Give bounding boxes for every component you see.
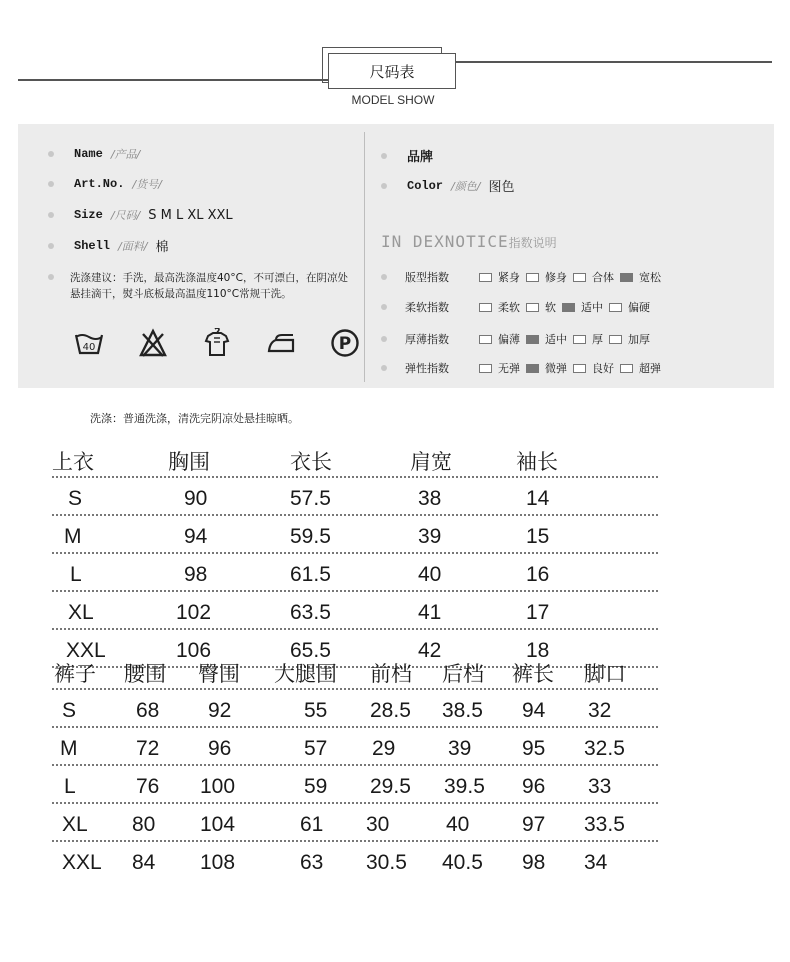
index-option: 紧身 (479, 269, 520, 285)
table-cell: 40.5 (442, 851, 483, 874)
header-cell: 裤长 (512, 663, 554, 686)
table-cell: 33.5 (584, 813, 625, 836)
bullet-icon (48, 243, 54, 249)
table-cell: 57 (304, 737, 328, 760)
index-row-softness (381, 299, 656, 315)
table-cell: 29 (372, 737, 396, 760)
dry-clean-letter: P (338, 334, 352, 354)
table-cell: 30 (366, 813, 390, 836)
table-cell: 104 (200, 813, 236, 836)
table-row (52, 728, 658, 766)
checkbox-icon (573, 364, 586, 373)
table-cell: 15 (526, 525, 550, 548)
table-cell: 17 (526, 601, 550, 624)
table-cell: 76 (136, 775, 160, 798)
table-cell: 68 (136, 699, 160, 722)
page-subtitle: MODEL SHOW (351, 93, 435, 107)
table-cell: 98 (184, 563, 208, 586)
table-cell: 39 (448, 737, 472, 760)
table-cell: 94 (522, 699, 546, 722)
table-cell: 34 (584, 851, 608, 874)
checkbox-icon (609, 303, 622, 312)
checkbox-icon (620, 364, 633, 373)
header-cell: 袖长 (516, 451, 558, 474)
index-option: 加厚 (609, 331, 650, 347)
index-option: 偏硬 (609, 299, 650, 315)
table-cell: L (70, 563, 82, 586)
info-name-sub: /产品/ (110, 148, 141, 161)
index-option: 超弹 (620, 360, 661, 376)
table-cell: 33 (588, 775, 612, 798)
bullet-icon (48, 181, 54, 187)
info-size-label: Size (74, 208, 103, 222)
checkbox-icon (609, 335, 622, 344)
header-cell: 肩宽 (410, 451, 452, 474)
checkbox-icon (526, 273, 539, 282)
pants-size-table (52, 652, 658, 878)
table-cell: 38.5 (442, 699, 483, 722)
table-cell: 59.5 (290, 525, 331, 548)
checkbox-icon (573, 273, 586, 282)
table-cell: XXL (62, 851, 102, 874)
table-cell: 32 (588, 699, 612, 722)
bullet-icon (381, 274, 387, 280)
header-cell: 前档 (370, 663, 412, 686)
index-option: 无弹 (479, 360, 520, 376)
table-cell: 96 (522, 775, 546, 798)
info-size-sub: /尺码/ (110, 209, 141, 222)
table-cell: 16 (526, 563, 550, 586)
info-name-label: Name (74, 147, 103, 161)
index-row-fit (381, 269, 667, 285)
bullet-icon (48, 151, 54, 157)
info-color-label: Color (407, 178, 444, 193)
index-row-elasticity (381, 360, 667, 376)
table-cell: 72 (136, 737, 160, 760)
header-cell: 裤子 (54, 663, 96, 686)
header-rule-left (18, 79, 328, 81)
index-name: 版型指数 (405, 271, 449, 284)
header-cell: 上衣 (52, 451, 94, 474)
table-cell: 30.5 (366, 851, 407, 874)
checkbox-checked-icon (562, 303, 575, 312)
table-row (52, 766, 658, 804)
index-option: 偏薄 (479, 331, 520, 347)
hang-dry-icon (202, 326, 266, 360)
table-cell: 65.5 (290, 639, 331, 662)
product-info-panel (18, 124, 774, 388)
info-name-row (48, 146, 148, 162)
info-size-row (48, 207, 233, 223)
table-header-row (52, 440, 658, 478)
table-cell: XL (68, 601, 94, 624)
info-color-value: 图色 (488, 180, 515, 195)
table-cell: 95 (522, 737, 546, 760)
bullet-icon (48, 274, 54, 280)
table-cell: 106 (176, 639, 212, 662)
table-cell: 28.5 (370, 699, 411, 722)
bullet-icon (381, 365, 387, 371)
table-cell: 41 (418, 601, 442, 624)
table-row (52, 516, 658, 554)
table-cell: 32.5 (584, 737, 625, 760)
table-cell: 40 (418, 563, 442, 586)
table-cell: 63.5 (290, 601, 331, 624)
info-size-value: S M L XL XXL (148, 207, 233, 223)
iron-icon (266, 326, 330, 360)
table-row (52, 554, 658, 592)
table-cell: 55 (304, 699, 328, 722)
checkbox-checked-icon (620, 273, 633, 282)
bullet-icon (381, 304, 387, 310)
bullet-icon (381, 336, 387, 342)
table-cell: XXL (66, 639, 106, 662)
table-cell: 63 (300, 851, 324, 874)
index-notice-title-small: 指数说明 (508, 236, 557, 250)
info-shell-label: Shell (74, 238, 111, 253)
table-row (52, 690, 658, 728)
table-cell: 40 (446, 813, 470, 836)
table-cell: 108 (200, 851, 236, 874)
table-cell: 61.5 (290, 563, 331, 586)
checkbox-icon (479, 303, 492, 312)
table-cell: 61 (300, 813, 324, 836)
page-title: 尺码表 (328, 53, 456, 89)
info-art-sub: /货号/ (132, 178, 162, 191)
checkbox-icon (479, 335, 492, 344)
header-cell: 脚口 (584, 663, 626, 686)
table-cell: 90 (184, 487, 208, 510)
index-option: 微弹 (526, 360, 567, 376)
index-option: 柔软 (479, 299, 520, 315)
wash-40-text: 40 (82, 342, 96, 353)
info-art-row (48, 176, 170, 192)
table-row (52, 804, 658, 842)
checkbox-icon (479, 273, 492, 282)
washing-advice (48, 270, 348, 302)
index-notice-title-main: IN DEXNOTICE (381, 232, 509, 251)
checkbox-icon (526, 303, 539, 312)
table-cell: 14 (526, 487, 550, 510)
table-header-row (52, 652, 658, 690)
info-brand-label: 品牌 (407, 150, 434, 165)
table-cell: XL (62, 813, 88, 836)
table-cell: M (60, 737, 78, 760)
care-icons (74, 326, 394, 360)
table-cell: 94 (184, 525, 208, 548)
table-cell: 100 (200, 775, 236, 798)
table-cell: 92 (208, 699, 232, 722)
header-cell: 衣长 (290, 451, 332, 474)
washing-advice-text: 洗涤建议：手洗，最高洗涤温度40°C，不可漂白，在阴凉处悬挂滴干，熨斗底板最高温度110°C常规干洗。 (70, 272, 348, 300)
bullet-icon (48, 212, 54, 218)
header-cell: 腰围 (124, 663, 166, 686)
table-cell: 18 (526, 639, 550, 662)
info-color-sub: /颜色/ (451, 179, 481, 193)
table-cell: 96 (208, 737, 232, 760)
header-cell: 胸围 (168, 451, 210, 474)
info-color-row (381, 176, 514, 195)
header-cell: 后档 (442, 663, 484, 686)
checkbox-icon (479, 364, 492, 373)
info-shell-sub: /面料/ (118, 239, 148, 253)
wash-40-icon (74, 326, 138, 360)
checkbox-checked-icon (526, 335, 539, 344)
table-cell: 29.5 (370, 775, 411, 798)
table-row (52, 592, 658, 630)
table-cell: S (68, 487, 83, 510)
table-row (52, 478, 658, 516)
index-name: 柔软指数 (405, 301, 449, 314)
info-art-label: Art.No. (74, 177, 125, 191)
bullet-icon (381, 183, 387, 189)
checkbox-icon (573, 335, 586, 344)
index-option: 厚 (573, 331, 603, 347)
header-cell: 臀围 (198, 663, 240, 686)
table-cell: S (62, 699, 77, 722)
table-cell: 80 (132, 813, 156, 836)
table-cell: 38 (418, 487, 442, 510)
table-row (52, 842, 658, 878)
table-cell: 59 (304, 775, 328, 798)
table-cell: 84 (132, 851, 156, 874)
care-note: 洗涤：普通洗涤，清洗完阴凉处悬挂晾晒。 (90, 412, 299, 425)
info-shell-row (48, 236, 168, 255)
index-notice-title (381, 232, 557, 251)
index-row-thickness (381, 331, 656, 347)
info-brand-row (381, 146, 441, 165)
index-option: 适中 (562, 299, 603, 315)
table-cell: 97 (522, 813, 546, 836)
no-bleach-icon (138, 326, 202, 360)
info-shell-value: 棉 (155, 240, 169, 255)
table-cell: M (64, 525, 82, 548)
index-option: 良好 (573, 360, 614, 376)
bullet-icon (381, 153, 387, 159)
index-name: 厚薄指数 (405, 333, 449, 346)
index-name: 弹性指数 (405, 362, 449, 375)
table-cell: 42 (418, 639, 442, 662)
index-option: 适中 (526, 331, 567, 347)
index-option: 合体 (573, 269, 614, 285)
top-size-table (52, 440, 658, 668)
header-rule-right (455, 61, 772, 63)
table-cell: 39.5 (444, 775, 485, 798)
header-cell: 大腿围 (274, 663, 337, 686)
table-cell: 57.5 (290, 487, 331, 510)
table-cell: 98 (522, 851, 546, 874)
table-cell: 102 (176, 601, 212, 624)
index-option: 修身 (526, 269, 567, 285)
table-cell: L (64, 775, 76, 798)
index-option: 软 (526, 299, 556, 315)
checkbox-checked-icon (526, 364, 539, 373)
table-cell: 39 (418, 525, 442, 548)
index-option: 宽松 (620, 269, 661, 285)
